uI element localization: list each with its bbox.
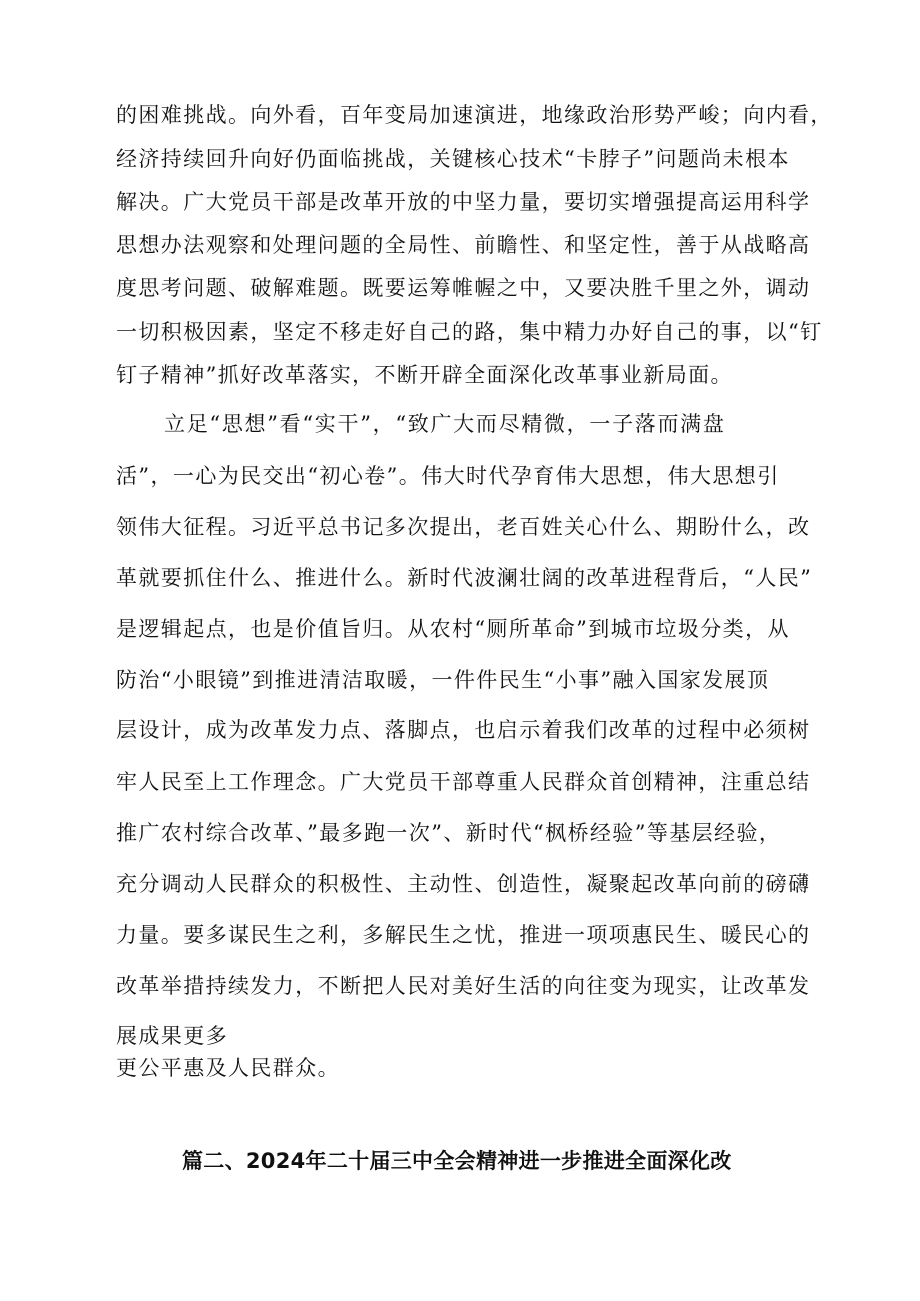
paragraph-line: 解决。广大党员干部是改革开放的中坚力量，要切实增强提高运用科学 — [116, 190, 811, 214]
paragraph-line: 思想办法观察和处理问题的全局性、前瞻性、和坚定性，善于从战略高 — [116, 233, 811, 257]
paragraph-line: 层设计，成为改革发力点、落脚点，也启示着我们改革的过程中必须树 — [116, 718, 811, 742]
paragraph-line: 改革举措持续发力，不断把人民对美好生活的向往变为现实，让改革发 — [116, 974, 811, 998]
paragraph-line: 充分调动人民群众的积极性、主动性、创造性，凝聚起改革向前的磅礴 — [116, 872, 811, 896]
paragraph-line: 一切积极因素，坚定不移走好自己的路，集中精力办好自己的事，以“钉 — [116, 320, 823, 344]
paragraph-line: 推广农村综合改革、”最多跑一次”、新时代“枫桥经验”等基层经验， — [116, 821, 782, 845]
paragraph-line: 度思考问题、破解难题。既要运筹帷幄之中，又要决胜千里之外，调动 — [116, 276, 811, 300]
section-heading: 篇二、2024年二十届三中全会精神进一步推进全面深化改 — [182, 1149, 732, 1173]
paragraph-line: 力量。要多谋民生之利，多解民生之忧，推进一项项惠民生、暖民心的 — [116, 923, 811, 947]
paragraph-line: 活”，一心为民交出“初心卷”。伟大时代孕育伟大思想，伟大思想引 — [116, 464, 780, 488]
paragraph-line: 钉子精神”抓好改革落实，不断开辟全面深化改革事业新局面。 — [116, 363, 733, 387]
paragraph-line: 经济持续回升向好仍面临挑战，关键核心技术“卡脖子”问题尚未根本 — [116, 147, 790, 171]
paragraph-line: 更公平惠及人民群众。 — [116, 1056, 340, 1080]
paragraph-line: 革就要抓住什么、推进什么。新时代波澜壮阔的改革进程背后，“人民” — [116, 566, 813, 590]
paragraph-line: 是逻辑起点，也是价值旨归。从农村“厕所革命”到城市垃圾分类，从 — [116, 617, 790, 641]
paragraph-line: 立足“思想”看“实干”，“致广大而尽精微，一子落而满盘 — [164, 412, 726, 436]
paragraph-line: 防治“小眼镜”到推进清洁取暖，一件件民生“小事”融入国家发展顶 — [116, 668, 770, 692]
paragraph-line: 领伟大征程。习近平总书记多次提出，老百姓关心什么、期盼什么，改 — [116, 515, 811, 539]
paragraph-line: 展成果更多 — [116, 1024, 228, 1048]
paragraph-line: 牢人民至上工作理念。广大党员干部尊重人民群众首创精神，注重总结 — [116, 770, 811, 794]
paragraph-line: 的困难挑战。向外看，百年变局加速演进，地缘政治形势严峻；向内看， — [116, 103, 833, 127]
